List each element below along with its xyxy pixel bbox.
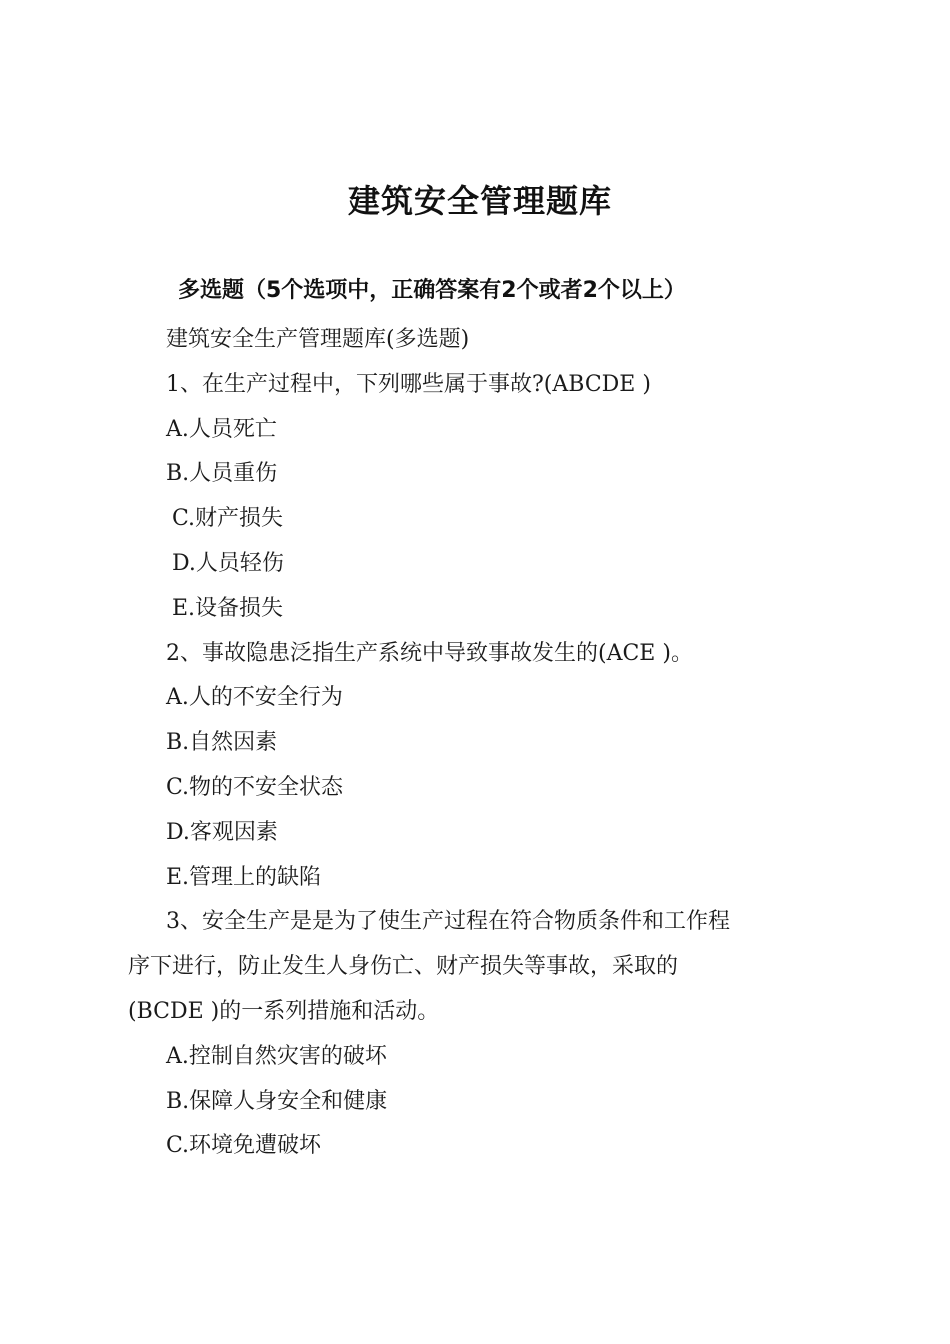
question-type-subtitle: 多选题（5个选项中，正确答案有2个或者2个以上） (178, 278, 686, 303)
document-title: 建筑安全管理题库 (347, 182, 612, 220)
document-body (128, 318, 828, 1169)
question-2-option-b: B.自然因素 (166, 730, 278, 756)
question-3-option-b: B.保障人身安全和健康 (166, 1088, 388, 1114)
question-2-option-c: C.物的不安全状态 (166, 774, 344, 800)
question-3-option-c: C.环境免遭破坏 (166, 1133, 322, 1159)
question-1-option-b: B.人员重伤 (166, 461, 278, 487)
question-2-option-d: D.客观因素 (166, 819, 278, 845)
question-1-stem: 1、在生产过程中，下列哪些属于事故?(ABCDE ) (166, 371, 651, 397)
question-1-option-d: D.人员轻伤 (172, 550, 284, 576)
question-3-option-a: A.控制自然灾害的破坏 (166, 1043, 387, 1069)
question-1-option-e: E.设备损失 (172, 595, 284, 621)
question-3-stem-line-2: 序下进行，防止发生人身伤亡、财产损失等事故，采取的 (128, 954, 679, 980)
question-2-stem: 2、事故隐患泛指生产系统中导致事故发生的(ACE )。 (166, 640, 693, 666)
section-heading: 建筑安全生产管理题库(多选题) (166, 327, 470, 352)
question-3-stem-line-1: 3、安全生产是是为了使生产过程在符合物质条件和工作程 (166, 909, 730, 935)
question-1-option-c: C.财产损失 (172, 506, 284, 532)
question-1-option-a: A.人员死亡 (166, 416, 277, 442)
question-2-option-e: E.管理上的缺陷 (166, 864, 322, 890)
question-3-stem-line-3: (BCDE )的一系列措施和活动。 (128, 998, 440, 1024)
question-2-option-a: A.人的不安全行为 (166, 685, 343, 711)
